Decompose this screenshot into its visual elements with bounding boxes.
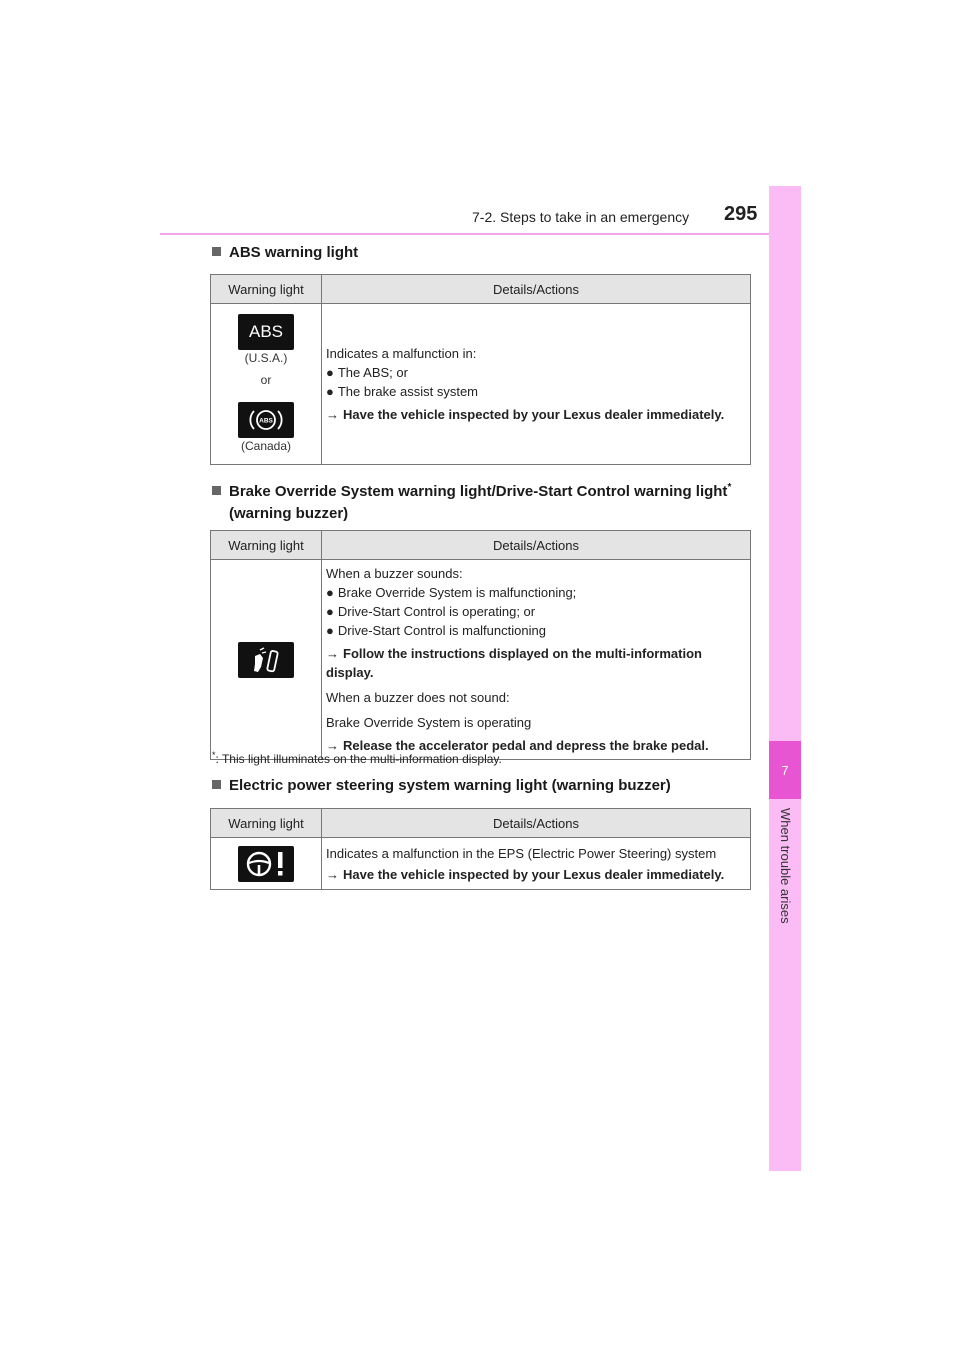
- brake-intro-sound: When a buzzer sounds:: [326, 566, 463, 581]
- abs-canada-icon: [238, 402, 294, 438]
- brake-bullet-2: ● Drive-Start Control is operating; or: [326, 602, 744, 621]
- abs-details-cell: [322, 304, 751, 465]
- abs-col-warning-light: Warning light: [211, 275, 322, 304]
- arrow-icon: →: [326, 738, 339, 753]
- footnote: *: This light illuminates on the multi-information display.: [212, 750, 502, 766]
- abs-bullet-2: ● The brake assist system: [326, 382, 744, 401]
- brake-details-cell: [322, 560, 751, 760]
- brake-col-warning-light: Warning light: [211, 531, 322, 560]
- header-section-title: 7-2. Steps to take in an emergency: [472, 209, 690, 225]
- abs-col-details: Details/Actions: [322, 275, 751, 304]
- eps-table: [210, 808, 751, 890]
- heading-square-icon: [212, 780, 221, 789]
- brake-table: [210, 530, 751, 760]
- abs-action: → Have the vehicle inspected by your Lexus dealer immediately.: [326, 407, 725, 422]
- eps-details-cell: [322, 838, 751, 890]
- side-tab: [769, 186, 801, 1171]
- brake-heading: Brake Override System warning light/Drive-Start Control warning light* (warning buzzer): [212, 477, 731, 525]
- side-tab-chapter-number: 7: [769, 741, 801, 799]
- eps-col-warning-light: Warning light: [211, 809, 322, 838]
- arrow-icon: →: [326, 646, 339, 661]
- abs-caption-or: or: [260, 373, 272, 387]
- brake-bullet-1: ● Brake Override System is malfunctioning;: [326, 583, 744, 602]
- eps-action: → Have the vehicle inspected by your Lexus dealer immediately.: [326, 866, 725, 882]
- side-tab-chapter-title: When trouble arises: [778, 808, 793, 924]
- abs-caption-canada: (Canada): [240, 439, 292, 453]
- eps-heading: Electric power steering system warning light (warning buzzer): [212, 777, 671, 794]
- brake-status: Brake Override System is operating: [326, 715, 532, 730]
- brake-icon-cell: [211, 560, 322, 760]
- page-number: 295: [724, 203, 758, 225]
- eps-col-details: Details/Actions: [322, 809, 751, 838]
- eps-icon-cell: [211, 838, 322, 890]
- abs-caption-usa: (U.S.A.): [244, 351, 288, 365]
- brake-col-details: Details/Actions: [322, 531, 751, 560]
- header-divider: [160, 233, 769, 235]
- brake-intro-nosound: When a buzzer does not sound:: [326, 690, 510, 705]
- brake-action-1: → Follow the instructions displayed on the multi-information display.: [326, 646, 702, 680]
- abs-icon-cell: [211, 304, 322, 465]
- abs-bullet-1: ● The ABS; or: [326, 363, 744, 382]
- brake-override-icon: [238, 642, 294, 678]
- svg-text:ABS: ABS: [259, 417, 273, 425]
- eps-warning-icon: [238, 846, 294, 882]
- heading-square-icon: [212, 247, 221, 256]
- brake-bullet-3: ● Drive-Start Control is malfunctioning: [326, 621, 744, 640]
- brake-action-2: → Release the accelerator pedal and depress the brake pedal.: [326, 738, 709, 753]
- arrow-icon: →: [326, 407, 339, 422]
- heading-square-icon: [212, 486, 221, 495]
- arrow-icon: →: [326, 866, 339, 882]
- abs-table: [210, 274, 751, 465]
- abs-usa-icon: ABS: [238, 314, 294, 350]
- abs-intro: Indicates a malfunction in:: [326, 346, 477, 361]
- abs-heading: ABS warning light: [212, 244, 358, 261]
- eps-intro: Indicates a malfunction in the EPS (Electric Power Steering) system: [326, 845, 717, 861]
